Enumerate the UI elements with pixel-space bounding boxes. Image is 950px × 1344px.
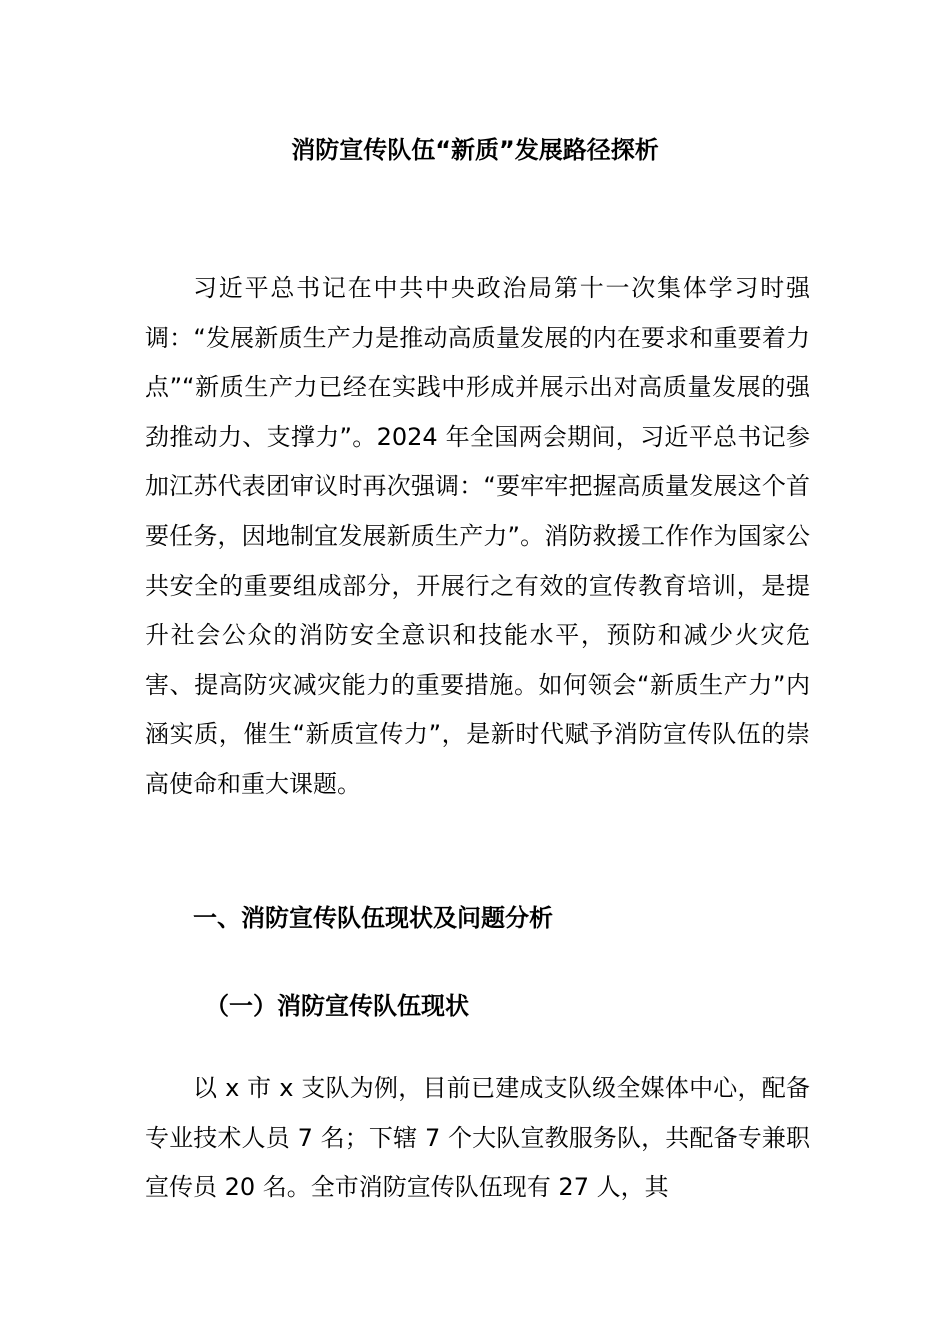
- section-heading: 一、消防宣传队伍现状及问题分析: [193, 904, 553, 932]
- body-paragraph: 以 x 市 x 支队为例，目前已建成支队级全媒体中心，配备专业技术人员 7 名；下辖 7 个大队宣教服务队，共配备专兼职宣传员 20 名。全市消防宣传队伍现有 27 人，其: [145, 1074, 810, 1202]
- document-title: 消防宣传队伍“新质”发展路径探析: [291, 136, 659, 164]
- subsection-heading: （一）消防宣传队伍现状: [205, 992, 469, 1020]
- intro-paragraph: 习近平总书记在中共中央政治局第十一次集体学习时强调：“发展新质生产力是推动高质量发展的内在要求和重要着力点”“新质生产力已经在实践中形成并展示出对高质量发展的强劲推动力、支撑力”。2024 年全国两会期间，习近平总书记参加江苏代表团审议时再次强调：“要牢牢把握高质量发展这个首要任务，因地制宜发展新质生产力”。消防救援工作作为国家公共安全的重要组成部分，开展行之有效的宣传教育培训，是提升社会公众的消防安全意识和技能水平，预防和减少火灾危害、提高防灾减灾能力的重要措施。如何领会“新质生产力”内涵实质，催生“新质宣传力”，是新时代赋予消防宣传队伍的崇高使命和重大课题。: [145, 274, 810, 798]
